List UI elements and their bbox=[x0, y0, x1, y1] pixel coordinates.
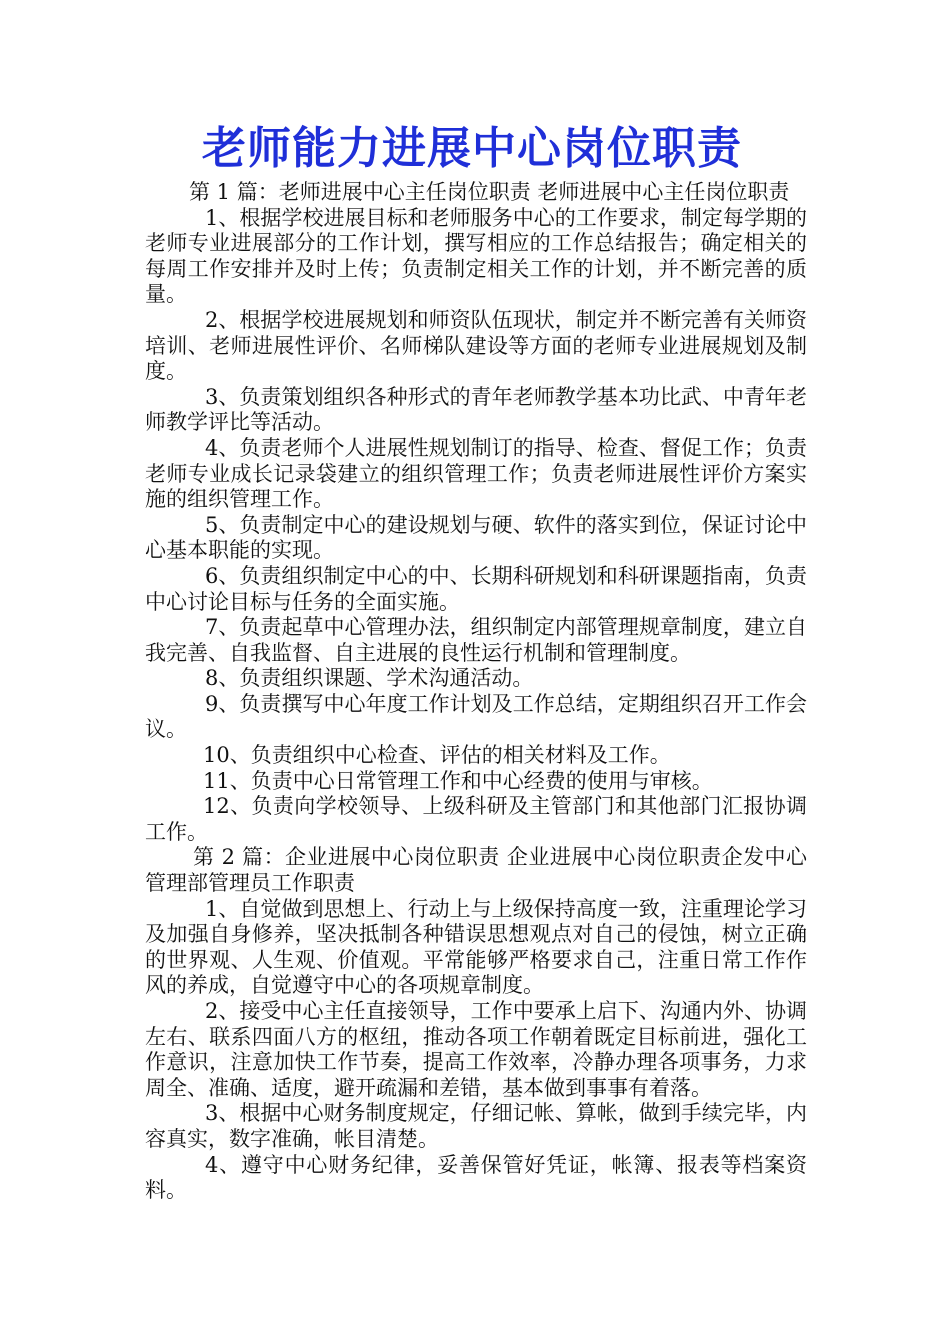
section-2-item-4: 4、遵守中心财务纪律，妥善保管好凭证，帐簿、报表等档案资料。 bbox=[145, 1152, 807, 1203]
section-1-item-2: 2、根据学校进展规划和师资队伍现状，制定并不断完善有关师资培训、老师进展性评价、名师梯队建设等方面的老师专业进展规划及制度。 bbox=[145, 307, 807, 384]
section-1-item-8: 8、负责组织课题、学术沟通活动。 bbox=[205, 666, 534, 691]
section-1-item-12: 12、负责向学校领导、上级科研及主管部门和其他部门汇报协调工作。 bbox=[145, 794, 807, 844]
section-1-item-5: 5、负责制定中心的建设规划与硬、软件的落实到位，保证讨论中心基本职能的实现。 bbox=[145, 512, 807, 563]
section-1-item-7: 7、负责起草中心管理办法，组织制定内部管理规章制度，建立自我完善、自我监督、自主进展的良性运行机制和管理制度。 bbox=[145, 615, 807, 665]
section-2-heading: 第 2 篇：企业进展中心岗位职责 企业进展中心岗位职责企发中心管理部管理员工作职责 bbox=[145, 845, 807, 896]
section-1-item-3: 3、负责策划组织各种形式的青年老师教学基本功比武、中青年老师教学评比等活动。 bbox=[145, 384, 807, 435]
section-1-item-1: 1、根据学校进展目标和老师服务中心的工作要求，制定每学期的老师专业进展部分的工作计划，撰写相应的工作总结报告；确定相关的每周工作安排并及时上传；负责制定相关工作的计划，并不断完善的质量。 bbox=[145, 205, 807, 307]
document-page bbox=[145, 118, 807, 1204]
section-1-item-9: 9、负责撰写中心年度工作计划及工作总结，定期组织召开工作会议。 bbox=[145, 691, 807, 742]
section-1-heading: 第 1 篇：老师进展中心主任岗位职责 老师进展中心主任岗位职责 bbox=[189, 180, 790, 204]
section-1-item-10: 10、负责组织中心检查、评估的相关材料及工作。 bbox=[203, 743, 671, 768]
section-1-item-6: 6、负责组织制定中心的中、长期科研规划和科研课题指南，负责中心讨论目标与任务的全面实施。 bbox=[145, 563, 807, 614]
section-2-item-2: 2、接受中心主任直接领导，工作中要承上启下、沟通内外、协调左右、联系四面八方的枢纽，推动各项工作朝着既定目标前进，强化工作意识，注意加快工作节奏，提高工作效率，冷静办理各项事务，力求周全、准确、适度，避开疏漏和差错，基本做到事事有着落。 bbox=[145, 999, 807, 1100]
document-title: 老师能力进展中心岗位职责 bbox=[202, 123, 742, 174]
section-1-item-11: 11、负责中心日常管理工作和中心经费的使用与审核。 bbox=[203, 768, 713, 793]
section-2-item-1: 1、自觉做到思想上、行动上与上级保持高度一致，注重理论学习及加强自身修养，坚决抵制各种错误思想观点对自己的侵蚀，树立正确的世界观、人生观、价值观。平常能够严格要求自己，注重日常工作作风的养成，自觉遵守中心的各项规章制度。 bbox=[145, 896, 807, 998]
section-2-item-3: 3、根据中心财务制度规定，仔细记帐、算帐，做到手续完毕，内容真实，数字准确，帐目清楚。 bbox=[145, 1101, 807, 1151]
section-1-item-4: 4、负责老师个人进展性规划制订的指导、检查、督促工作；负责老师专业成长记录袋建立的组织管理工作；负责老师进展性评价方案实施的组织管理工作。 bbox=[145, 435, 807, 512]
